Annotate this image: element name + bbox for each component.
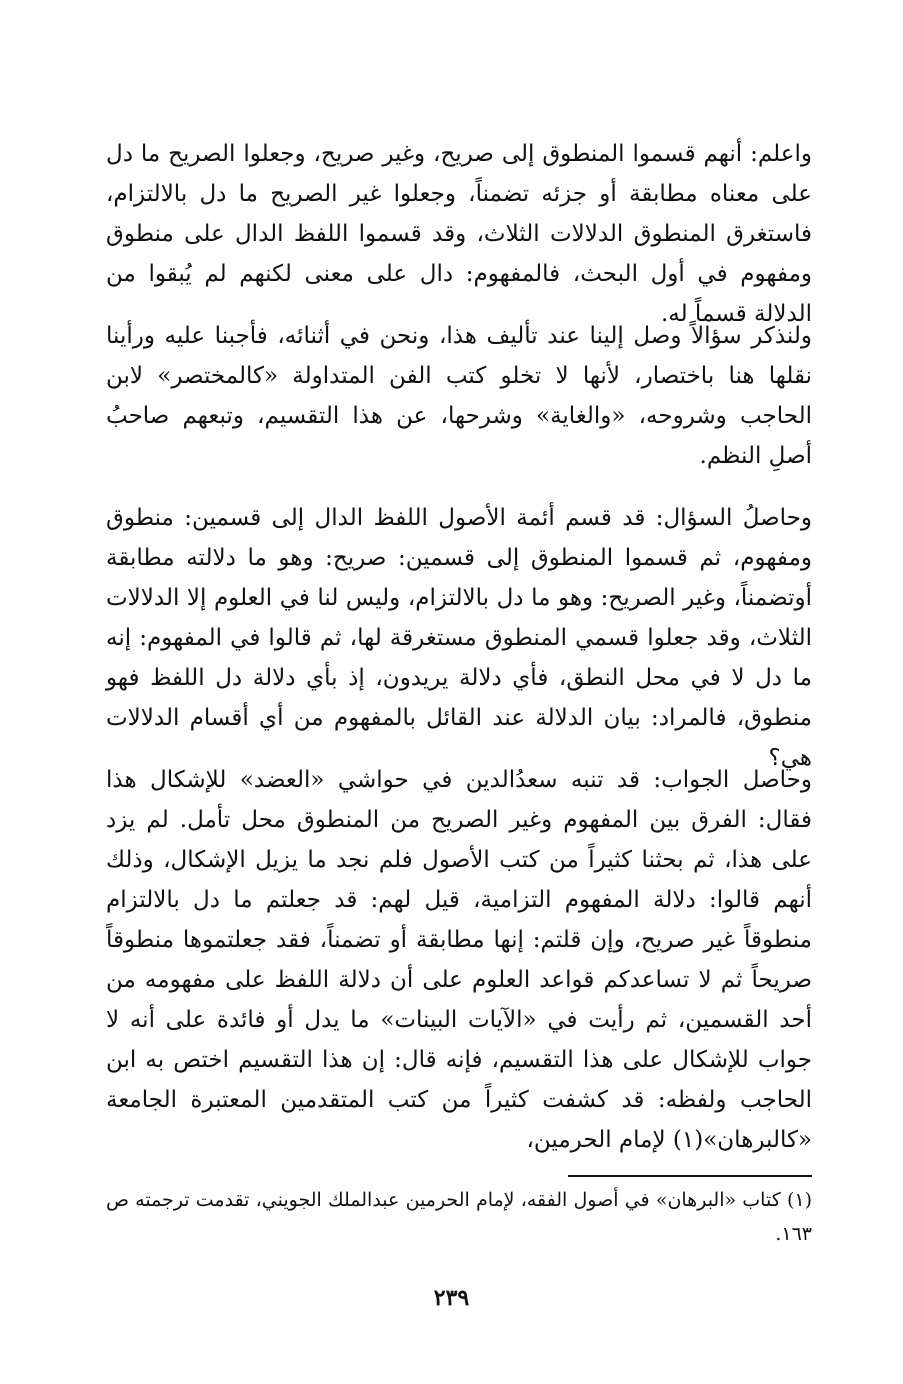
page-number: ٢٣٩ [433, 1285, 470, 1311]
paragraph-3: وحاصلُ السؤال: قد قسم أئمة الأصول اللفظ الدال إلى قسمين: منطوق ومفهوم، ثم قسموا المنطوق إلى قسمين: صريح: وهو ما دلالته مطابقة أوتضمناً، وغير الصريح: وهو ما دل بالالتزام، وليس لنا في العلوم إلا الدلالات الثلاث، وقد جعلوا قسمي المنطوق مستغرقة لها، ثم قالوا في المفهوم: إنه ما دل لا في محل النطق، فأي دلالة يريدون، إذ بأي دلالة دل اللفظ فهو منطوق، فالمراد: بيان الدلالة عند القائل بالمفهوم من أي أقسام الدلالات هي؟ [106, 505, 812, 771]
paragraph-1: واعلم: أنهم قسموا المنطوق إلى صريح، وغير صريح، وجعلوا الصريح ما دل على معناه مطابقة أو جزئه تضمناً، وجعلوا غير الصريح ما دل بالالتزام، فاستغرق المنطوق الدلالات الثلاث، وقد قسموا اللفظ الدال على منطوق ومفهوم في أول البحث، فالمفهوم: دال على معنى لكنهم لم يُبقوا من الدلالة قسماً له. [106, 141, 812, 327]
paragraph-4: وحاصل الجواب: قد تنبه سعدُالدين في حواشي «العضد» للإشكال هذا فقال: الفرق بين المفهوم وغير الصريح من المنطوق محل تأمل. لم يزد على هذا، ثم بحثنا كثيراً من كتب الأصول فلم نجد ما يزيل الإشكال، وذلك أنهم قالوا: دلالة المفهوم التزامية، قيل لهم: قد جعلتم ما دل بالالتزام منطوقاً غير صريح، وإن قلتم: إنها مطابقة أو تضمناً، فقد جعلتموها منطوقاً صريحاً ثم لا تساعدكم قواعد العلوم على أن دلالة اللفظ على مفهومه من أحد القسمين، ثم رأيت في «الآيات البينات» ما يدل أو فائدة على أنه لا جواب للإشكال على هذا التقسيم، فإنه قال: إن هذا التقسيم اختص به ابن الحاجب ولفظه: قد كشفت كثيراً من كتب المتقدمين المعتبرة الجامعة «كالبرهان»(١) لإمام الحرمين، [106, 767, 812, 1153]
footnote-separator [568, 1175, 812, 1177]
footnote: (١) كتاب «البرهان» في أصول الفقه، لإمام الحرمين عبدالملك الجويني، تقدمت ترجمته ص ١٦٣. [106, 1189, 812, 1245]
paragraph-2: ولنذكر سؤالاً وصل إلينا عند تأليف هذا، ونحن في أثنائه، فأجبنا عليه ورأينا نقلها هنا باختصار، لأنها لا تخلو كتب الفن المتداولة «كالمختصر» لابن الحاجب وشروحه، «والغاية» وشرحها، عن هذا التقسيم، وتبعهم صاحبُ أصلِ النظم. [106, 323, 812, 469]
